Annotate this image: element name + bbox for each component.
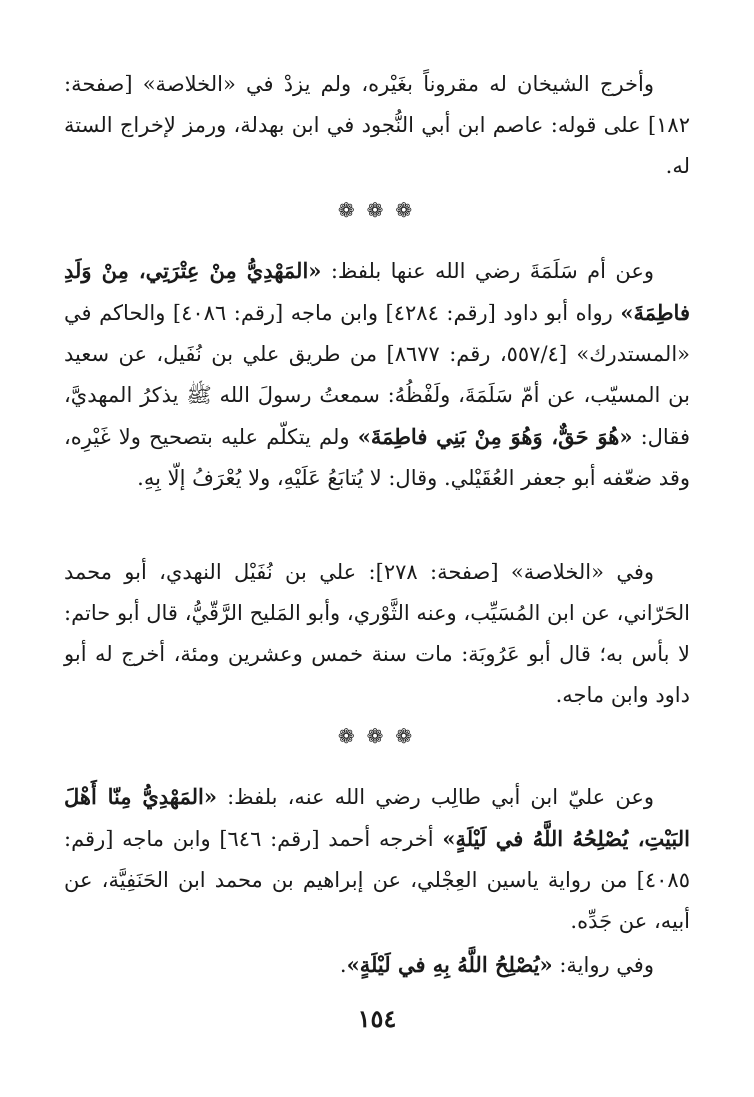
ornament-separator [0,724,754,748]
flower-ornament-icon: ❁ [395,724,417,748]
paragraph-text [64,64,690,187]
paragraph-1 [64,64,690,187]
hadith-quote: «المَهْدِيُّ مِنّا أَهْلَ البَيْتِ، يُصْلِحُهُ اللَّهُ في لَيْلَةٍ» [64,784,690,851]
flower-ornament-icon: ❁ [366,724,388,748]
paragraph-text [64,776,690,942]
text-segment: ولم يتكلّم عليه بتصحيح ولا غَيْرِه، وقد ضعّفه أبو جعفر العُقَيْلي. وقال: لا يُتابَعُ عَلَيْهِ، ولا يُعْرَفُ إلّا بِهِ. [64,425,690,490]
paragraph-2 [64,250,690,499]
text-segment: وفي رواية: [552,953,654,977]
flower-ornament-icon: ❁ [337,198,359,222]
ornament-separator [0,198,754,222]
flower-ornament-icon: ❁ [395,198,417,222]
flower-ornament-icon: ❁ [337,724,359,748]
paragraph-3 [64,552,690,716]
page-number: ١٥٤ [357,1004,397,1033]
text-segment: وفي «الخلاصة» [صفحة: ٢٧٨]: علي بن نُفَيْل النهدي، أبو محمد الحَرّاني، عن ابن المُسَيِّب، وعنه الثَّوْري، وأبو المَليح الرَّقّيُّ، قال أبو حاتم: لا بأس به؛ قال أبو عَرُوبَة: مات سنة خمس وعشرين ومئة، أخرج له أبو داود وابن ماجه. [64,560,690,707]
text-segment: . [339,953,347,977]
hadith-quote: «يُصْلِحُ اللَّهُ بِهِ في لَيْلَةٍ» [346,952,553,977]
paragraph-text [64,552,690,716]
text-segment: أخرجه أحمد [رقم: ٦٤٦] وابن ماجه [رقم: ٤٠٨٥] من رواية ياسين العِجْلي، عن إبراهيم بن محمد ابن الحَنَفِيَّة، عن أبيه، عن جَدِّه. [64,827,690,933]
text-segment: وأخرج الشيخان له مقروناً بغَيْره، ولم يزدْ في «الخلاصة» [صفحة: ١٨٢] على قوله: عاصم ابن أبي النُّجود في ابن بهدلة، ورمز لإخراج الستة له. [64,72,690,178]
flower-ornament-icon: ❁ [366,198,388,222]
paragraph-text [64,250,690,499]
paragraph-5 [64,944,690,986]
text-segment: وعن عليّ ابن أبي طالِب رضي الله عنه، بلفظ: [216,785,654,809]
hadith-quote: «المَهْدِيُّ مِنْ عِتْرَتِي، مِنْ وَلَدِ فاطِمَةَ» [64,258,690,325]
paragraph-4 [64,776,690,942]
text-segment: رواه أبو داود [رقم: ٤٢٨٤] وابن ماجه [رقم: ٤٠٨٦] والحاكم في «المستدرك» [٥٥٧/٤، رقم: ٨٦٧٧] من طريق علي بن نُفَيل، عن سعيد بن المسيّب، عن أمّ سَلَمَةَ، ولَفْظُهُ: سمعتُ رسولَ الله ﷺ يذكرُ المهديَّ، فقال: [64,301,691,449]
hadith-quote: «هُوَ حَقٌّ، وَهُوَ مِنْ بَنِي فاطِمَةَ» [357,424,633,449]
text-segment: وعن أم سَلَمَةَ رضي الله عنها بلفظ: [321,259,654,283]
paragraph-text [64,944,690,986]
